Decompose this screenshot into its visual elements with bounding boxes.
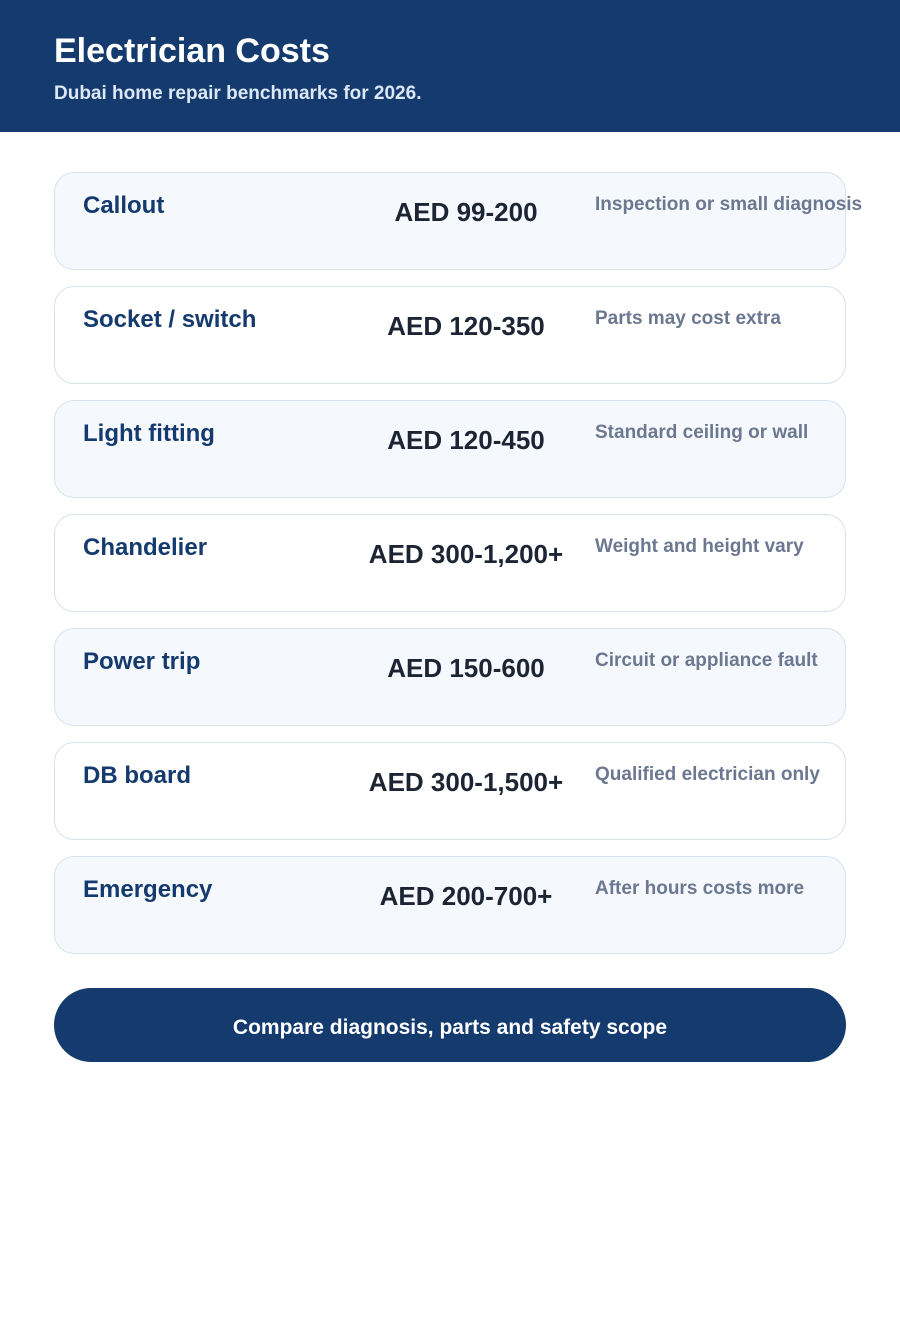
cost-row-power-trip — [54, 628, 846, 726]
row-price: AED 300-1,200+ — [368, 539, 564, 569]
row-price: AED 120-350 — [387, 311, 545, 341]
row-label: Light fitting — [83, 420, 215, 447]
row-note: Circuit or appliance fault — [595, 650, 818, 671]
row-label: Chandelier — [83, 534, 208, 561]
page-title: Electrician Costs — [54, 32, 330, 70]
row-label: Socket / switch — [83, 306, 257, 333]
page-subtitle: Dubai home repair benchmarks for 2026. — [54, 83, 422, 104]
cost-row-callout — [54, 172, 863, 270]
row-price: AED 200-700+ — [379, 881, 553, 911]
page-header — [0, 0, 900, 132]
row-note: Standard ceiling or wall — [595, 422, 809, 443]
row-label: Emergency — [83, 876, 213, 903]
row-price: AED 120-450 — [387, 425, 545, 455]
row-note: Weight and height vary — [595, 536, 804, 557]
row-label: Power trip — [83, 648, 201, 675]
cost-row-emergency — [54, 856, 846, 954]
row-label: Callout — [83, 192, 165, 219]
cost-row-light-fitting — [54, 400, 846, 498]
cost-row-db-board — [54, 742, 846, 840]
row-price: AED 300-1,500+ — [368, 767, 564, 797]
row-label: DB board — [83, 762, 191, 789]
row-note: Inspection or small diagnosis — [595, 194, 863, 215]
row-note: After hours costs more — [595, 878, 805, 899]
row-price: AED 99-200 — [394, 197, 538, 227]
row-price: AED 150-600 — [387, 653, 545, 683]
cost-row-chandelier — [54, 514, 846, 612]
row-note: Qualified electrician only — [595, 764, 820, 785]
compare-button[interactable]: Compare diagnosis, parts and safety scope — [54, 988, 846, 1062]
row-note: Parts may cost extra — [595, 308, 781, 329]
cost-row-socket-switch — [54, 286, 846, 384]
